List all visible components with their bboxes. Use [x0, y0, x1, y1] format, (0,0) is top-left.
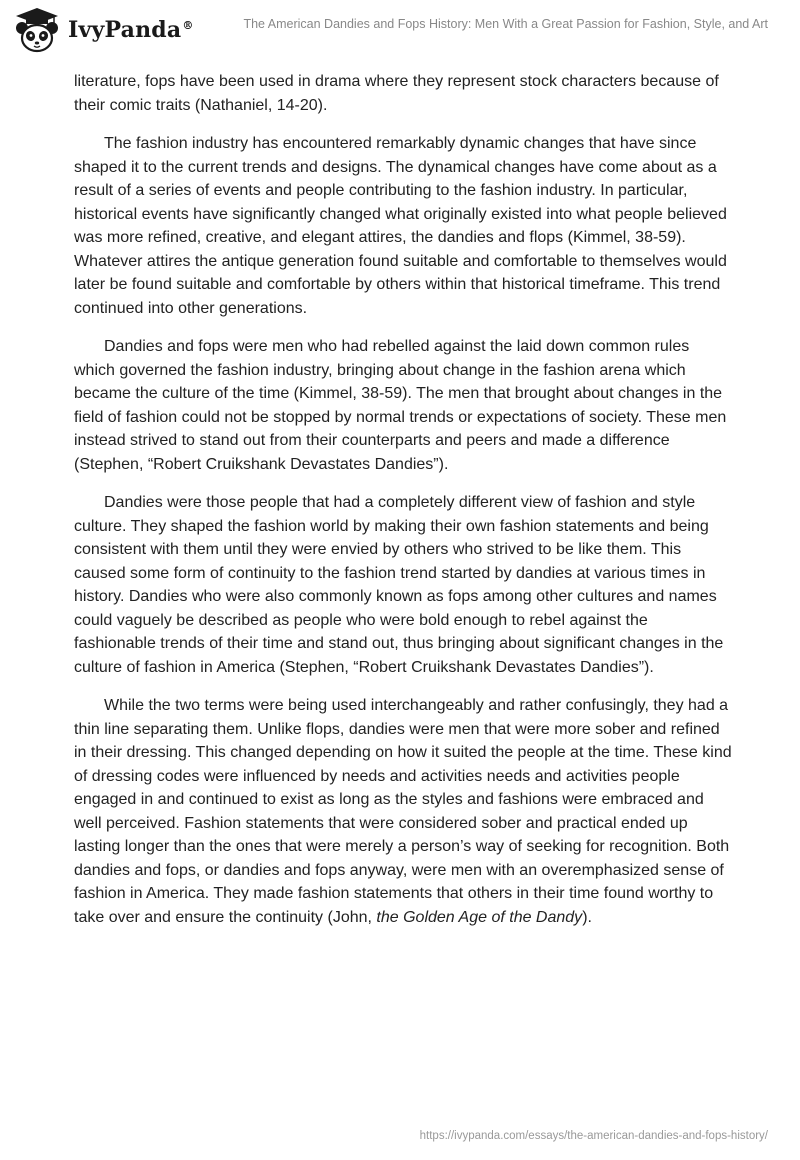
logo-wordmark: IvyPanda®	[68, 17, 194, 43]
source-url[interactable]: https://ivypanda.com/essays/the-american-dandies-and-fops-history/	[419, 1130, 768, 1142]
paragraph: Dandies were those people that had a completely different view of fashion and style culture. They shaped the fashion world by making their own fashion statements and being consistent with them until they were envied by others who strived to be like them. This caused some form of continuity to the fashion trend started by dandies at various times in history. Dandies who were also commonly known as fops among other cultures and names could vaguely be described as people who were bold enough to rebel against the fashionable trends of their time and stand out, thus bringing about significant changes in the culture of fashion in America (Stephen, “Robert Cruikshank Devastates Dandies”).	[74, 494, 724, 676]
essay-body	[74, 70, 734, 944]
paragraph: The fashion industry has encountered remarkably dynamic changes that have since shaped it to the current trends and designs. The dynamical changes have come about as a result of a series of events and people contributing to the fashion industry. In particular, historical events have significantly changed what originally existed into what people believed was more refined, creative, and elegant attires, the dandies and flops (Kimmel, 38-59). Whatever attires the antique generation found suitable and comfortable to themselves would later be found suitable and comfortable by others within that historical timeframe. This trend continued into other generations.	[74, 135, 727, 317]
paragraph: literature, fops have been used in drama where they represent stock characters because of their comic traits (Nathaniel, 14-20).	[74, 73, 719, 114]
document-title: The American Dandies and Fops History: Men With a Great Passion for Fashion, Style, and Art	[243, 17, 768, 31]
panda-graduate-icon	[12, 6, 62, 54]
paragraph-text: While the two terms were being used interchangeably and rather confusingly, they had a thin line separating them. Unlike flops, dandies were men that were more sober and refined in their dressing. This changed depending on how it suited the people at the time. These kind of dressing codes were influenced by needs and activities needs and activities people engaged in and continued to exist as long as the styles and fashions were embraced and well perceived. Fashion statements that were considered sober and practical ended up lasting longer than the ones that were merely a person’s way of seeking for recognition. Both dandies and fops, or dandies and fops anyway, were men with an overemphasized sense of fashion in America. They made fashion statements that others in their time found worthy to take over and ensure the continuity (John,	[74, 697, 732, 926]
paragraph: Dandies and fops were men who had rebelled against the laid down common rules which governed the fashion industry, bringing about change in the fashion arena which became the culture of the time (Kimmel, 38-59). The men that brought about changes in the field of fashion could not be stopped by normal trends or expectations of society. These men instead strived to stand out from their counterparts and peers and made a difference (Stephen, “Robert Cruikshank Devastates Dandies”).	[74, 338, 727, 473]
ivypanda-logo[interactable]	[12, 6, 194, 54]
paragraph-tail: ).	[582, 908, 592, 926]
paragraph-last	[74, 694, 734, 929]
cited-title: the Golden Age of the Dandy	[376, 908, 583, 926]
page-header	[0, 0, 800, 60]
